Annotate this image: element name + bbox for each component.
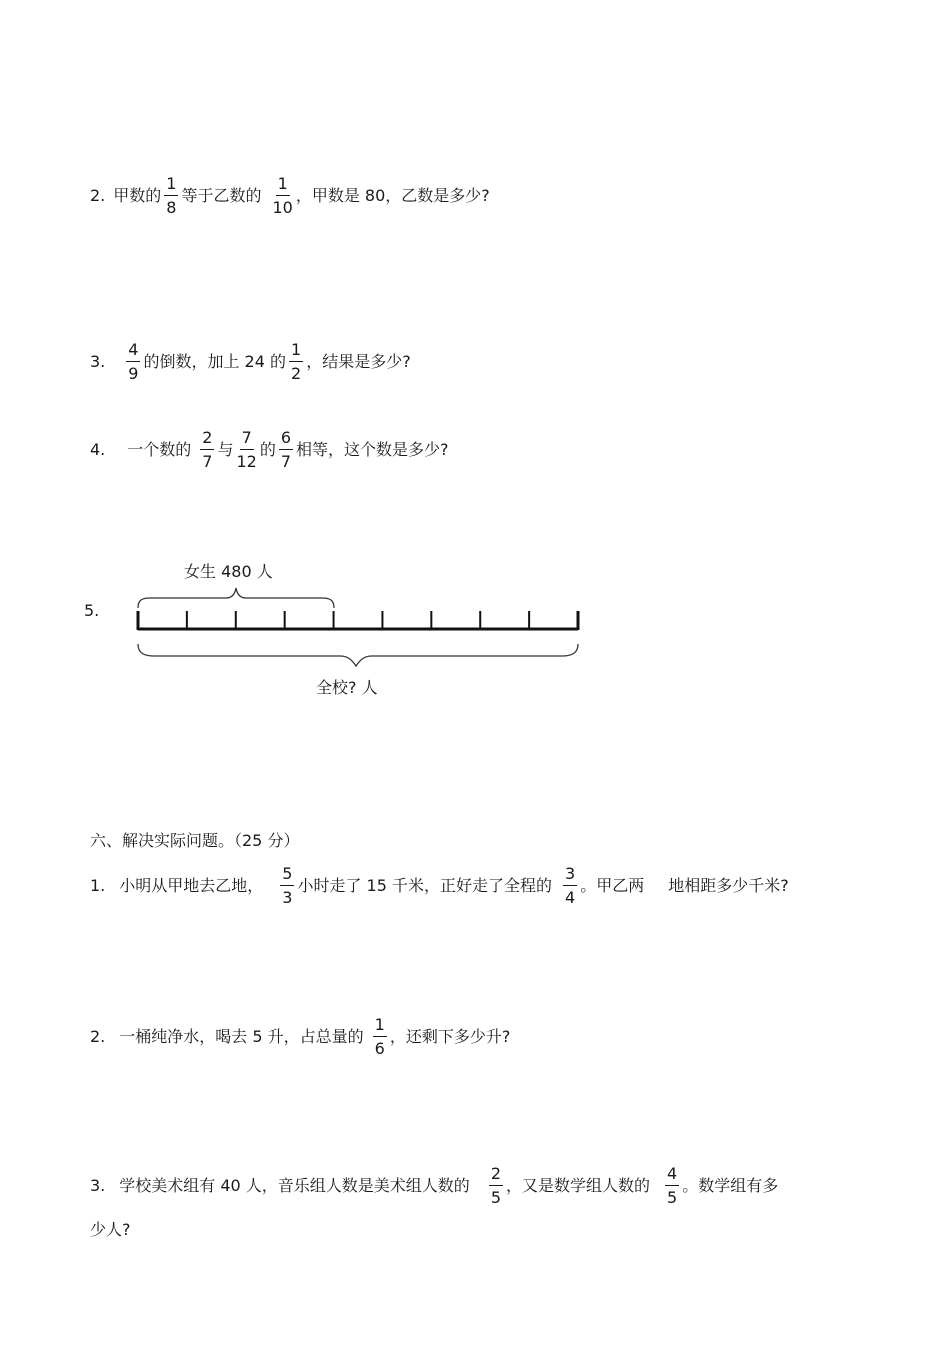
question-5-number: 5. [84, 601, 100, 620]
practical-question-3 [90, 1166, 778, 1206]
tick-marks [138, 611, 578, 630]
question-text: 的倒数，加上 24 的 [143, 352, 286, 371]
bottom-brace [138, 644, 578, 666]
question-text: 地相距多少千米? [668, 876, 789, 895]
fraction: $\frac{7}{12}$ [236, 428, 257, 471]
question-text: 小明从甲地去乙地， [119, 876, 264, 895]
question-text: ，甲数是 80，乙数是多少? [295, 186, 490, 205]
question-text: 的 [259, 440, 276, 459]
question-number: 3. [90, 352, 106, 371]
question-number: 1. [90, 876, 106, 895]
question-text: 小时走了 15 千米，正好走了全程的 [297, 876, 553, 895]
question-number: 3. [90, 1176, 106, 1195]
question-number: 2. [90, 1027, 106, 1046]
top-brace [138, 588, 334, 608]
practical-question-2 [90, 1017, 510, 1057]
fraction: $\frac{5}{3}$ [282, 864, 293, 907]
top-label: 女生 480 人 [184, 562, 273, 581]
question-text: 与 [217, 440, 234, 459]
section-heading: 六、解决实际问题。（25 分） [90, 831, 300, 850]
fraction: $\frac{1}{10}$ [272, 174, 293, 217]
segment-diagram [0, 550, 950, 730]
question-text: 一桶纯净水，喝去 5 升，占总量的 [119, 1027, 364, 1046]
question-text: 等于乙数的 [181, 186, 262, 205]
question-text: 。数学组有多 [682, 1176, 779, 1195]
fraction: $\frac{1}{8}$ [166, 174, 177, 217]
fraction: $\frac{1}{2}$ [291, 340, 302, 383]
bottom-label: 全校? 人 [316, 678, 378, 697]
question-text: ，又是数学组人数的 [506, 1176, 651, 1195]
question-text: ，还剩下多少升? [389, 1027, 511, 1046]
question-2 [90, 176, 490, 216]
fraction: $\frac{4}{5}$ [667, 1164, 678, 1207]
question-text: ，结果是多少? [306, 352, 411, 371]
fraction: $\frac{4}{9}$ [128, 340, 139, 383]
fraction: $\frac{6}{7}$ [280, 428, 292, 471]
question-number: 4. [90, 440, 106, 459]
fraction: $\frac{2}{5}$ [490, 1164, 501, 1207]
fraction: $\frac{3}{4}$ [565, 864, 576, 907]
question-3 [90, 342, 411, 382]
question-4 [90, 430, 449, 470]
fraction: $\frac{2}{7}$ [202, 428, 213, 471]
question-text-continued: 少人? [90, 1220, 131, 1239]
fraction: $\frac{1}{6}$ [374, 1015, 385, 1058]
question-text: 一个数的 [127, 440, 192, 459]
question-text: 学校美术组有 40 人，音乐组人数是美术组人数的 [119, 1176, 470, 1195]
question-text: 。甲乙两 [580, 876, 645, 895]
question-text: 甲数的 [113, 186, 162, 205]
question-text: 相等，这个数是多少? [296, 440, 449, 459]
question-number: 2. [90, 186, 106, 205]
practical-question-1 [90, 866, 789, 906]
